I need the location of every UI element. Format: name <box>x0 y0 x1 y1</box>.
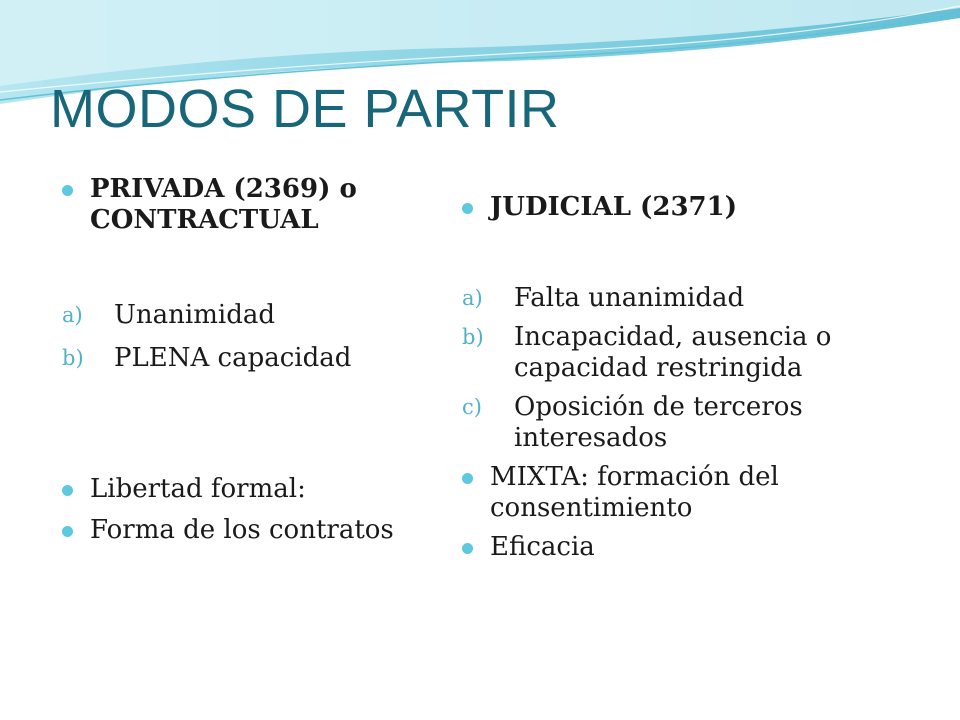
bullet-dot-icon <box>462 543 473 554</box>
list-item <box>462 322 902 384</box>
right-bullet <box>462 532 902 563</box>
list-item <box>462 283 902 314</box>
list-letter: a) <box>62 303 83 327</box>
left-bullet <box>62 474 462 505</box>
left-bullet <box>62 515 462 546</box>
left-heading <box>62 174 462 236</box>
slide-title: MODOS DE PARTIR <box>50 79 560 139</box>
list-letter: b) <box>462 325 484 349</box>
bullet-dot-icon <box>62 185 73 196</box>
list-item <box>462 392 902 454</box>
bullet-text: Forma de los contratos <box>90 515 394 545</box>
list-item <box>62 343 462 374</box>
list-item-text: PLENA capacidad <box>114 343 352 373</box>
left-column <box>62 174 462 546</box>
left-heading-text: PRIVADA (2369) o CONTRACTUAL <box>90 174 357 235</box>
right-heading <box>462 192 902 223</box>
bullet-dot-icon <box>62 526 73 537</box>
list-letter: c) <box>462 395 482 419</box>
list-item-text: Falta unanimidad <box>514 283 745 313</box>
list-letter: b) <box>62 346 84 370</box>
right-bullet <box>462 462 902 524</box>
list-item-text: Incapacidad, ausencia o capacidad restringida <box>514 322 832 383</box>
list-item-text: Oposición de terceros interesados <box>514 392 803 453</box>
bullet-text: MIXTA: formación del consentimiento <box>490 462 779 523</box>
bullet-dot-icon <box>462 203 473 214</box>
list-item <box>62 300 462 331</box>
right-column <box>462 192 902 563</box>
list-letter: a) <box>462 286 483 310</box>
bullet-text: Eficacia <box>490 532 595 562</box>
right-heading-text: JUDICIAL (2371) <box>490 192 738 222</box>
list-item-text: Unanimidad <box>114 300 275 330</box>
bullet-dot-icon <box>62 485 73 496</box>
bullet-text: Libertad formal: <box>90 474 306 504</box>
bullet-dot-icon <box>462 473 473 484</box>
